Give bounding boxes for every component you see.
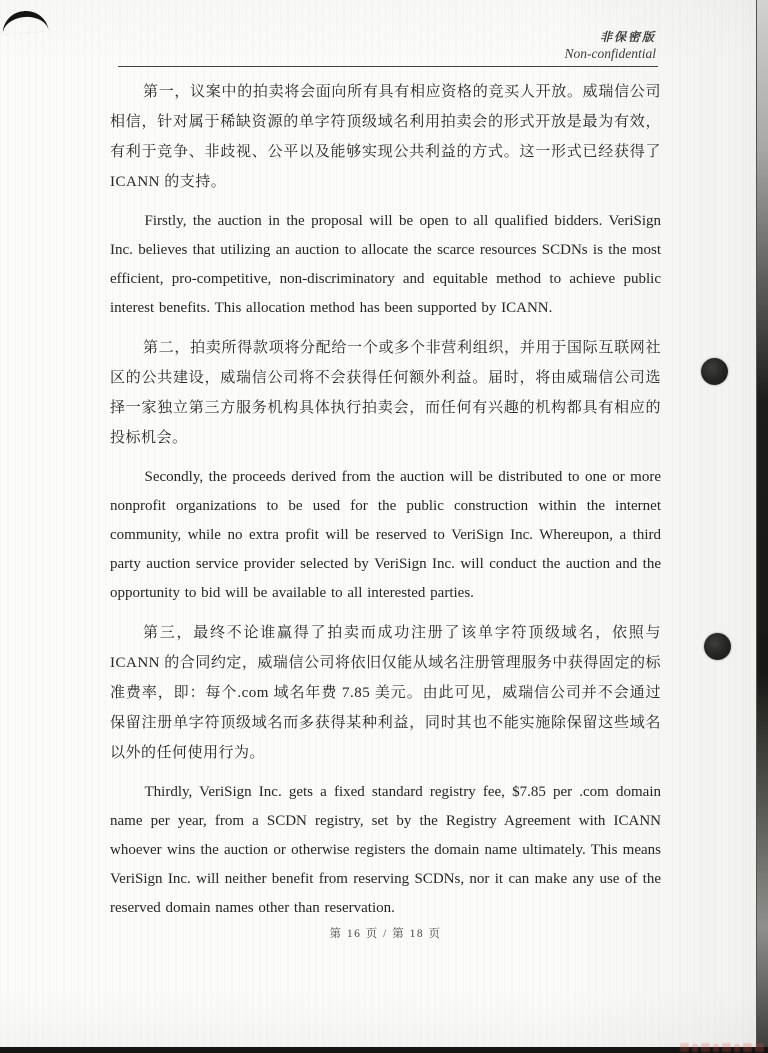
paragraph-zh-second: 第二，拍卖所得款项将分配给一个或多个非营利组织，并用于国际互联网社区的公共建设，威瑞信公司将不会获得任何额外利益。届时，将由威瑞信公司选择一家独立第三方服务机构具体执行拍卖会，而任何有兴趣的机构都具有相应的投标机会。	[110, 340, 661, 446]
confidentiality-header	[565, 30, 657, 62]
header-rule	[118, 66, 658, 67]
paragraph-zh-first: 第一，议案中的拍卖将会面向所有具有相应资格的竞买人开放。威瑞信公司相信，针对属于稀缺资源的单字符顶级域名利用拍卖会的形式开放是最为有效，有利于竞争、非歧视、公平以及能够实现公共利益的方式。这一形式已经获得了 ICANN 的支持。	[110, 84, 661, 190]
punch-hole-dot-lower	[704, 633, 731, 660]
confidentiality-label-zh: 非保密版	[599, 30, 656, 44]
page-number-footer: 第 16 页 / 第 18 页	[329, 928, 442, 940]
paragraph-en-secondly: Secondly, the proceeds derived from the auction will be distributed to one or more nonprofit organizations to be used for the public construction within the internet community, while no extra profit will be reserved to VeriSign Inc. Whereupon, a third party auction service provider selected by VeriSign Inc. will conduct the auction and the opportunity to bid will be available to all interested parties.	[110, 469, 661, 601]
confidentiality-label-en: Non-confidential	[564, 46, 656, 61]
punch-hole-dot-upper	[701, 358, 728, 385]
corner-watermark	[680, 1043, 764, 1052]
paragraph-zh-third: 第三，最终不论谁赢得了拍卖而成功注册了该单字符顶级域名，依照与 ICANN 的合同约定，威瑞信公司将依旧仅能从域名注册管理服务中获得固定的标准费率，即：每个.com 域名年费 7.85 美元。由此可见，威瑞信公司并不会通过保留注册单字符顶级域名而多获得某种利益，同时其也不能实施除保留这些域名以外的任何使用行为。	[110, 625, 661, 761]
document-body	[110, 77, 661, 933]
scan-edge-shadow-right	[756, 0, 768, 1053]
scan-edge-shadow-bottom	[0, 1047, 768, 1053]
scan-corner-mark	[1, 9, 48, 34]
paragraph-en-thirdly: Thirdly, VeriSign Inc. gets a fixed standard registry fee, $7.85 per .com domain name per year, from a SCDN registry, set by the Registry Agreement with ICANN whoever wins the auction or otherwise registers the domain name ultimately. This means VeriSign Inc. will neither benefit from reserving SCDNs, nor it can make any use of the reserved domain names other than reservation.	[110, 784, 661, 916]
paragraph-en-firstly: Firstly, the auction in the proposal will be open to all qualified bidders. VeriSign Inc. believes that utilizing an auction to allocate the scarce resources SCDNs is the most efficient, pro-competitive, non-discriminatory and equitable method to achieve public interest benefits. This allocation method has been supported by ICANN.	[110, 213, 661, 316]
